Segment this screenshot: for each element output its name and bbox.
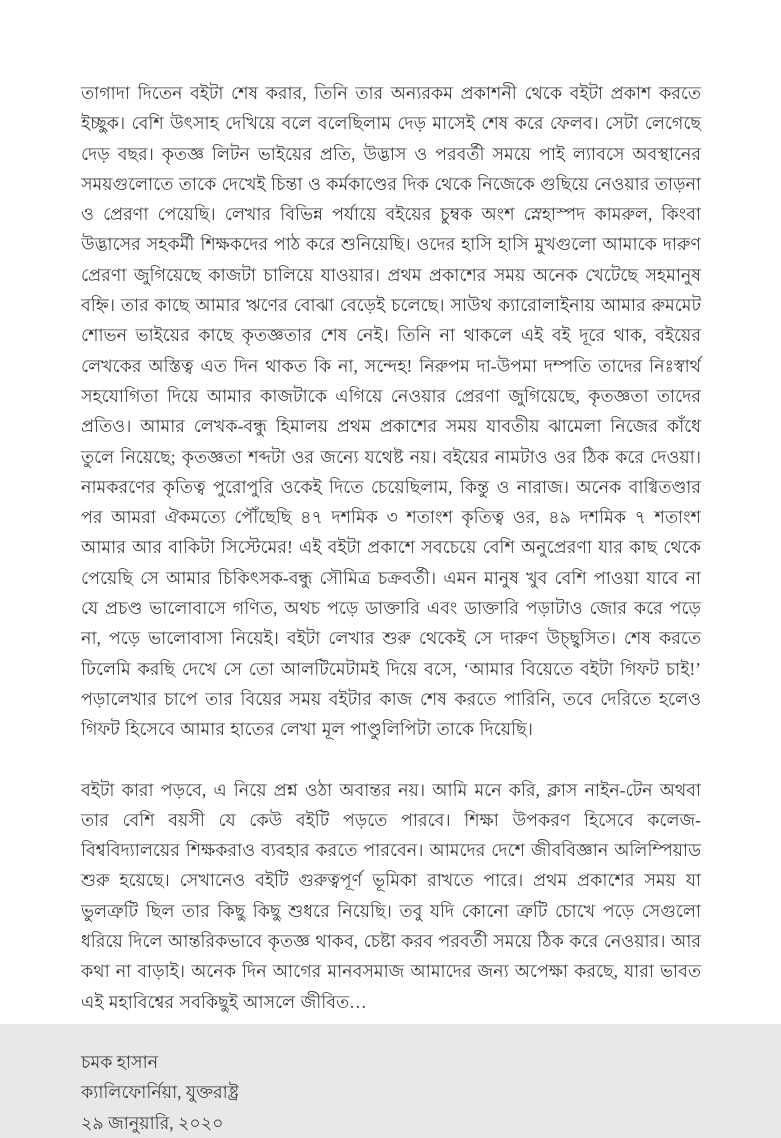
preface-paragraph-2: বইটা কারা পড়বে, এ নিয়ে প্রশ্ন ওঠা অবান্তর নয়। আমি মনে করি, ক্লাস নাইন-টেন অথবা তার বেশি বয়সী যে কেউ বইটি পড়তে পারবে। শিক্ষা উপকরণ হিসেবে কলেজ-বিশ্ববিদ্যালয়ের শিক্ষকরাও ব্যবহার করতে পারবেন। আমদের দেশে জীববিজ্ঞান অলিম্পিয়াড শুরু হয়েছে। সেখানেও বইটি গুরুত্বপূর্ণ ভূমিকা রাখতে পারে। প্রথম প্রকাশের সময় যা ভুলত্রুটি ছিল তার কিছু কিছু শুধরে নিয়েছি। তবু যদি কোনো ত্রুটি চোখে পড়ে সেগুলো ধরিয়ে দিলে আন্তরিকভাবে কৃতজ্ঞ থাকব, চেষ্টা করব পরবর্তী সময়ে ঠিক করে নেওয়ার। আর কথা না বাড়াই। অনেক দিন আগের মানবসমাজ আমাদের জন্য অপেক্ষা করছে, যারা ভাবত এই মহাবিশ্বের সবকিছুই আসলে জীবিত… [81,779,701,1012]
signature-block [81,1047,701,1138]
signature-author: চমক হাসান [81,1051,159,1072]
text-block [81,78,701,1138]
preface-paragraph-1: তাগাদা দিতেন বইটা শেষ করার, তিনি তার অন্যরকম প্রকাশনী থেকে বইটা প্রকাশ করতে ইচ্ছুক। বেশি উৎসাহ দেখিয়ে বলে বলেছিলাম দেড় মাসেই শেষ করে ফেলব। সেটা লেগেছে দেড় বছর। কৃতজ্ঞ লিটন ভাইয়ের প্রতি, উদ্ভাস ও পরবর্তী সময়ে পাই ল্যাবসে অবস্থানের সময়গুলোতে তাকে দেখেই চিন্তা ও কর্মকাণ্ডের দিক থেকে নিজেকে গুছিয়ে নেওয়ার তাড়না ও প্রেরণা পেয়েছি। লেখার বিভিন্ন পর্যায়ে বইয়ের চুম্বক অংশ স্নেহাস্পদ কামরুল, কিংবা উদ্ভাসের সহকর্মী শিক্ষকদের পাঠ করে শুনিয়েছি। ওদের হাসি হাসি মুখগুলো আমাকে দারুণ প্রেরণা জুগিয়েছে কাজটা চালিয়ে যাওয়ার। প্রথম প্রকাশের সময় অনেক খেটেছে সহমানুষ বহ্নি। তার কাছে আমার ঋণের বোঝা বেড়েই চলেছে। সাউথ ক্যারোলাইনায় আমার রুমমেট শোভন ভাইয়ের কাছে কৃতজ্ঞতার শেষ নেই। তিনি না থাকলে এই বই দূরে থাক, বইয়ের লেখকের অস্তিত্ব এত দিন থাকত কি না, সন্দেহ! নিরুপম দা-উপমা দম্পতি তাদের নিঃস্বার্থ সহযোগিতা দিয়ে আমার কাজটাকে এগিয়ে নেওয়ার প্রেরণা জুগিয়েছে, কৃতজ্ঞতা তাদের প্রতিও। আমার লেখক-বন্ধু হিমালয় প্রথম প্রকাশের সময় যাবতীয় ঝামেলা নিজের কাঁধে তুলে নিয়েছে; কৃতজ্ঞতা শব্দটা ওর জন্যে যথেষ্ট নয়। বইয়ের নামটাও ওর ঠিক করে দেওয়া। নামকরণের কৃতিত্ব পুরোপুরি ওকেই দিতে চেয়েছিলাম, কিন্তু ও নারাজ। অনেক বাগ্বিতণ্ডার পর আমরা ঐকমত্যে পৌঁছেছি ৪৭ দশমিক ৩ শতাংশ কৃতিত্ব ওর, ৪৯ দশমিক ৭ শতাংশ আমার আর বাকিটা সিস্টেমের! এই বইটা প্রকাশে সবচেয়ে বেশি অনুপ্রেরণা যার কাছ থেকে পেয়েছি সে আমার চিকিৎসক-বন্ধু সৌমিত্র চক্রবর্তী। এমন মানুষ খুব বেশি পাওয়া যাবে না যে প্রচণ্ড ভালোবাসে গণিত, অথচ পড়ে ডাক্তারি এবং ডাক্তারি পড়াটাও জোর করে পড়ে না, পড়ে ভালোবাসা নিয়েই। বইটা লেখার শুরু থেকেই সে দারুণ উচ্ছ্বসিত। শেষ করতে ঢিলেমি করছি দেখে সে তো আলটিমেটামই দিয়ে বসে, ‘আমার বিয়েতে বইটা গিফট চাই!’ পড়ালেখার চাপে তার বিয়ের সময় বইটার কাজ শেষ করতে পারিনি, তবে দেরিতে হলেও গিফট হিসেবে আমার হাতের লেখা মূল পাণ্ডুলিপিটা তাকে দিয়েছি। [81,83,701,740]
signature-date: ২৯ জানুয়ারি, ২০২০ [81,1112,224,1133]
signature-location: ক্যালিফোর্নিয়া, যুক্তরাষ্ট্র [81,1082,239,1103]
